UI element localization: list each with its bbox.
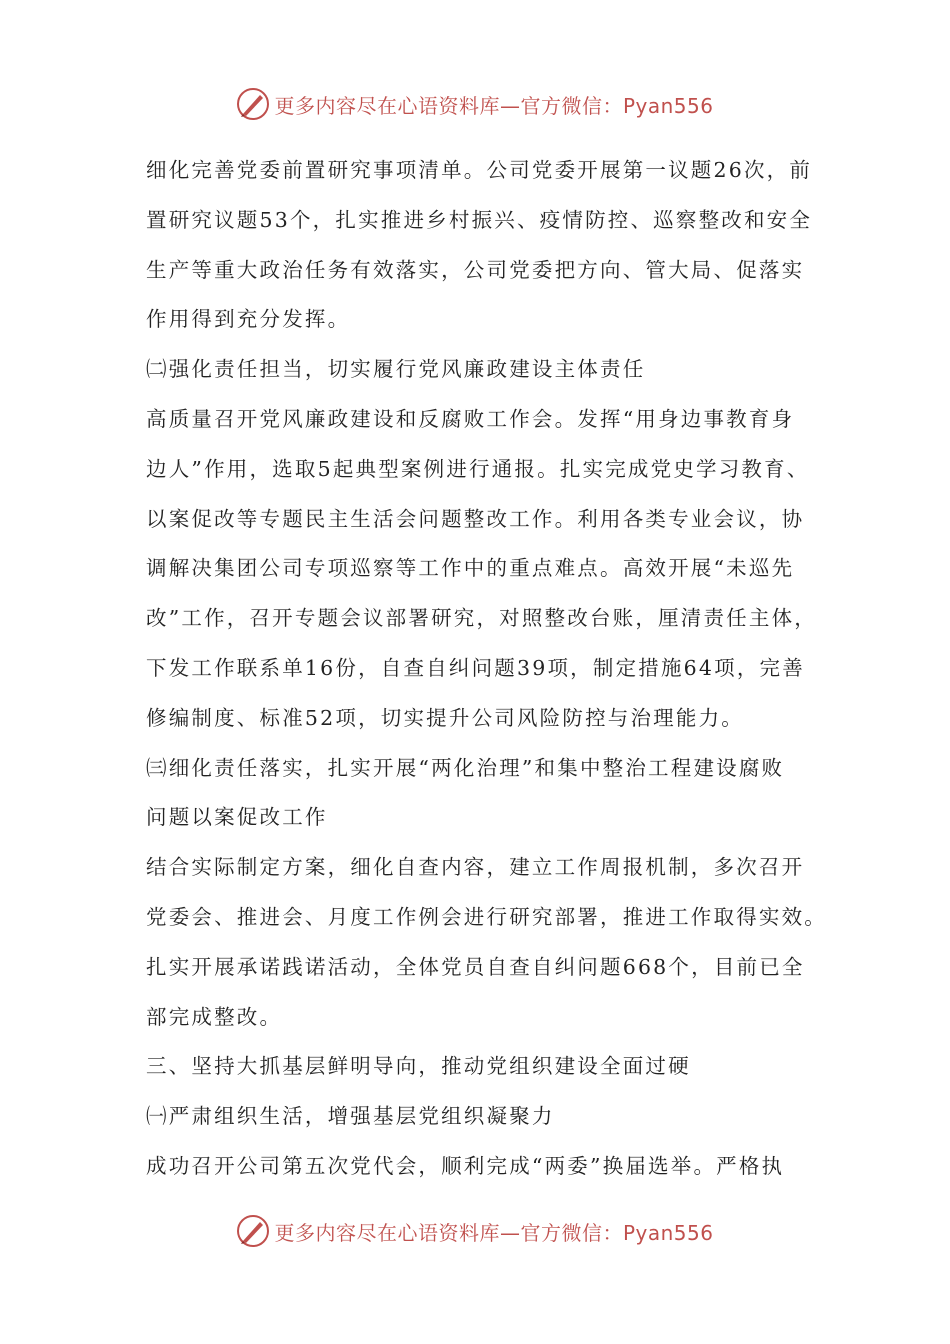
section-heading: ㈠严肃组织生活，增强基层党组织凝聚力 [146,1104,555,1129]
text-line: 以案促改等专题民主生活会问题整改工作。利用各类专业会议，协 [146,506,805,531]
text-line: 成功召开公司第五次党代会，顺利完成“两委”换届选举。严格执 [146,1153,785,1178]
footer-banner-text: 更多内容尽在心语资料库—官方微信：Pyan556 [274,1220,714,1245]
text-line: 细化完善党委前置研究事项清单。公司党委开展第一议题26次，前 [146,158,813,182]
text-line: 部完成整改。 [146,1004,283,1029]
text-line: 扎实开展承诺践诺活动，全体党员自查自纠问题668个，目前已全 [146,954,805,979]
text-line: 置研究议题53个，扎实推进乡村振兴、疫情防控、巡察整改和安全 [146,207,813,232]
text-line: 高质量召开党风廉政建设和反腐败工作会。发挥“用身边事教育身 [146,406,795,431]
text-line: 调解决集团公司专项巡察等工作中的重点难点。高效开展“未巡先 [146,556,795,581]
section-heading: ㈢细化责任落实，扎实开展“两化治理”和集中整治工程建设腐败 [146,755,785,780]
text-line: 作用得到充分发挥。 [146,307,351,332]
text-line: 党委会、推进会、月度工作例会进行研究部署，推进工作取得实效。 [146,904,827,929]
pen-logo-icon [236,1214,270,1248]
chapter-heading: 三、坚持大抓基层鲜明导向，推动党组织建设全面过硬 [146,1054,691,1079]
text-line: 边人”作用，选取5起典型案例进行通报。扎实完成党史学习教育、 [146,456,810,481]
document-body [146,146,826,1192]
pen-logo-icon [236,87,270,121]
text-line: 下发工作联系单16份，自查自纠问题39项，制定措施64项，完善 [146,655,805,680]
header-banner-text: 更多内容尽在心语资料库—官方微信：Pyan556 [274,93,714,118]
text-line: 结合实际制定方案，细化自查内容，建立工作周报机制，多次召开 [146,855,805,880]
header-banner [0,84,950,124]
text-line: 改”工作，召开专题会议部署研究，对照整改台账，厘清责任主体， [146,606,817,631]
section-heading: ㈡强化责任担当，切实履行党风廉政建设主体责任 [146,357,646,382]
footer-banner [0,1211,950,1251]
text-line: 修编制度、标准52项，切实提升公司风险防控与治理能力。 [146,705,744,730]
section-heading: 问题以案促改工作 [146,805,328,830]
text-line: 生产等重大政治任务有效落实，公司党委把方向、管大局、促落实 [146,257,805,282]
